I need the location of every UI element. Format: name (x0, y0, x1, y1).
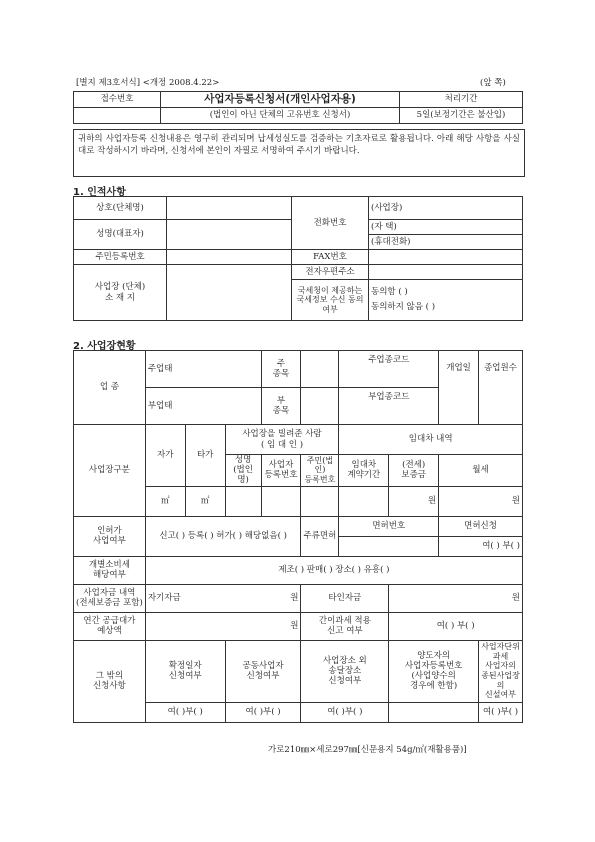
rrn-field[interactable] (167, 250, 292, 265)
employees-label: 종업원수 (479, 351, 523, 425)
unit-tax-yesno[interactable]: 여( )부( ) (479, 702, 523, 722)
deposit-label: (전세) 보증금 (389, 455, 439, 487)
name-label: 성명(대표자) (74, 220, 167, 250)
rent-sqm[interactable]: ㎡ (185, 486, 225, 516)
mail-addr-yesno[interactable]: 여( )부( ) (301, 702, 389, 722)
joint-yesno[interactable]: 여( )부( ) (225, 702, 301, 722)
license-no-field[interactable] (339, 536, 439, 556)
notice-text: 귀하의 사업자등록 신청내용은 영구히 관리되며 납세성실도를 검증하는 기초자료로 활용됩니다. 아래 해당 사항을 사실대로 작성하시기 바라며, 신청서에 본인이 자필로 서명하여 주시기 바랍니다. (73, 129, 525, 177)
section2-title: 2. 사업장현황 (73, 341, 136, 352)
email-label: 전자우편주소 (292, 265, 369, 280)
personal-info-table (73, 196, 523, 321)
own-label: 자가 (145, 425, 185, 487)
lender-rrn-field[interactable] (301, 486, 339, 516)
site-class-label: 사업장구분 (74, 425, 146, 517)
receipt-number-field[interactable] (74, 108, 161, 124)
mail-addr-label: 사업장소 외 송달장소 신청여부 (301, 640, 389, 702)
transferor-label: 양도자의 사업자등록번호 (사업양수의 경우에 한함) (389, 640, 479, 702)
transferor-field[interactable] (389, 702, 479, 722)
main-code-label: 주업종코드 (339, 351, 439, 388)
unit-tax-label: 사업자단위과세 사업자의 종된사업장의 신설여부 (479, 640, 523, 702)
other-capital-label: 타인자금 (301, 584, 389, 612)
supply-field[interactable]: 원 (145, 612, 301, 640)
own-capital-field[interactable]: 원 (185, 584, 301, 612)
footer-spec: 가로210㎜×세로297㎜[신문용지 54g/㎡(재활용품)] (268, 745, 467, 755)
sub-item-label: 부 종목 (261, 388, 301, 425)
company-field[interactable] (167, 197, 292, 220)
form-number: [별지 제3호서식] <개정 2008.4.22> (76, 78, 220, 88)
receipt-label: 접수번호 (74, 92, 161, 108)
sub-type-label: 부업태 (145, 388, 185, 425)
phone-home-label[interactable]: (자 택) (369, 220, 523, 235)
sub-item-field[interactable] (301, 388, 339, 425)
name-field[interactable] (167, 220, 292, 250)
excise-options[interactable]: 제조( ) 판매( ) 장소( ) 유흥( ) (145, 556, 522, 584)
fax-label: FAX번호 (292, 250, 369, 265)
main-item-label: 주 종목 (261, 351, 301, 388)
rrn-label: 주민등록번호 (74, 250, 167, 265)
license-apply-yesno[interactable]: 여( ) 부( ) (439, 536, 523, 556)
lease-label: 임대차 내역 (339, 425, 523, 455)
form-subtitle: (법인이 아닌 단체의 고유번호 신청서) (161, 108, 400, 124)
email-field[interactable] (369, 265, 523, 280)
excise-label: 개별소비세 해당여부 (74, 556, 146, 584)
license-no-label: 면허번호 (339, 516, 439, 536)
other-label: 그 밖의 신청사항 (74, 640, 146, 722)
address-field[interactable] (167, 265, 292, 321)
permit-options[interactable]: 신고( ) 등록( ) 허가( ) 해당없음( ) (145, 516, 301, 556)
lender-bizno-label: 사업자 등록번호 (261, 455, 301, 487)
simple-tax-label: 간이과세 적용 신고 여부 (301, 612, 389, 640)
phone-label: 전화번호 (292, 197, 369, 250)
phone-mobile-label[interactable]: (휴대전화) (369, 235, 523, 250)
joint-label: 공동사업자 신청여부 (225, 640, 301, 702)
main-type-label: 주업태 (145, 351, 185, 388)
monthly-label: 월세 (439, 455, 523, 487)
address-label: 사업장 (단체) 소 재 지 (74, 265, 167, 321)
simple-tax-yesno[interactable]: 여( ) 부( ) (389, 612, 523, 640)
capital-label: 사업자금 내역 (전세보증금 포함) (74, 584, 146, 612)
form-title: 사업자등록신청서(개인사업자용) (161, 92, 400, 108)
lender-rrn-label: 주민(법인) 등록번호 (301, 455, 339, 487)
lender-name-label: 성명 (법인명) (225, 455, 261, 487)
company-label: 상호(단체명) (74, 197, 167, 220)
other-capital-field[interactable]: 원 (389, 584, 523, 612)
permit-label: 인허가 사업여부 (74, 516, 146, 556)
consent-agree[interactable]: 동의함 ( ) (371, 287, 408, 297)
industry-label: 업 종 (74, 351, 146, 425)
license-apply-label: 면허신청 (439, 516, 523, 536)
consent-options (369, 280, 523, 321)
lender-name-field[interactable] (225, 486, 261, 516)
page-side: (앞 쪽) (480, 78, 506, 88)
liquor-label: 주류면허 (301, 516, 339, 556)
period-value: 5일(보정기간은 불산입) (400, 108, 523, 124)
opening-date-label: 개업일 (439, 351, 479, 425)
lender-label: 사업장을 빌려준 사람 ( 임 대 인 ) (225, 425, 339, 455)
supply-label: 연간 공급대가 예상액 (74, 612, 146, 640)
consent-disagree[interactable]: 동의하지 않음 ( ) (371, 302, 436, 312)
main-type-field[interactable] (185, 351, 261, 388)
consent-question: 국세청이 제공하는 국세정보 수신 동의 여부 (292, 280, 369, 321)
deposit-field[interactable]: 원 (389, 486, 439, 516)
sub-code-label: 부업종코드 (339, 388, 439, 425)
main-item-field[interactable] (301, 351, 339, 388)
lease-period-label: 임대차 계약기간 (339, 455, 389, 487)
monthly-field[interactable]: 원 (439, 486, 523, 516)
business-table (73, 350, 523, 723)
own-capital-label: 자기자금 (145, 584, 185, 612)
lease-period-field[interactable] (339, 486, 389, 516)
own-sqm[interactable]: ㎡ (145, 486, 185, 516)
fax-field[interactable] (369, 250, 523, 265)
confirm-date-yesno[interactable]: 여( )부( ) (145, 702, 225, 722)
confirm-date-label: 확정일자 신청여부 (145, 640, 225, 702)
phone-biz-label[interactable]: (사업장) (369, 197, 523, 220)
period-label: 처리기간 (400, 92, 523, 108)
rent-label: 타가 (185, 425, 225, 487)
sub-type-field[interactable] (185, 388, 261, 425)
section1-title: 1. 인적사항 (73, 187, 126, 198)
title-table (73, 91, 523, 124)
lender-bizno-field[interactable] (261, 486, 301, 516)
